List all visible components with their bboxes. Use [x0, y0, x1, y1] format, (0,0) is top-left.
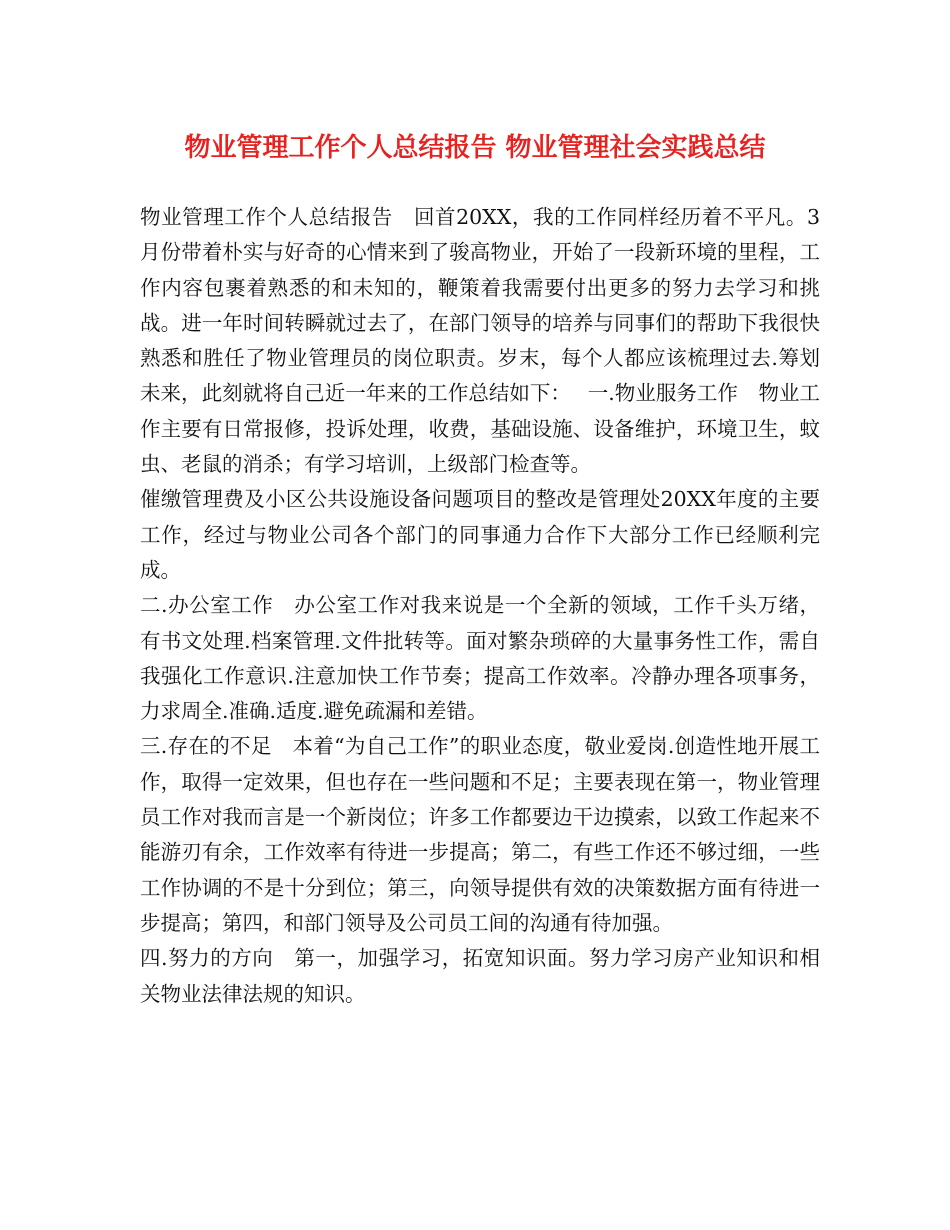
paragraph-direction: 四.努力的方向 第一，加强学习，拓宽知识面。努力学习房产业知识和相关物业法律法规的知识。 — [140, 946, 820, 1006]
document-body — [140, 200, 820, 1012]
document-title: 物业管理工作个人总结报告 物业管理社会实践总结 — [184, 133, 766, 163]
paragraph-shortcomings: 三.存在的不足 本着“为自己工作”的职业态度，敬业爱岗.创造性地开展工作，取得一定效果，但也存在一些问题和不足；主要表现在第一，物业管理员工作对我而言是一个新岗位；许多工作都要边干边摸索，以致工作起来不能游刃有余，工作效率有待进一步提高；第二，有些工作还不够过细，一些工作协调的不是十分到位；第三，向领导提供有效的决策数据方面有待进一步提高；第四，和部门领导及公司员工间的沟通有待加强。 — [140, 734, 820, 935]
paragraph-fee-collection: 催缴管理费及小区公共设施设备问题项目的整改是管理处20XX年度的主要工作，经过与物业公司各个部门的同事通力合作下大部分工作已经顺利完成。 — [140, 487, 820, 582]
paragraph-intro: 物业管理工作个人总结报告 回首20XX，我的工作同样经历着不平凡。3月份带着朴实与好奇的心情来到了骏高物业，开始了一段新环境的里程，工作内容包裹着熟悉的和未知的，鞭策着我需要付出更多的努力去学习和挑战。进一年时间转瞬就过去了，在部门领导的培养与同事们的帮助下我很快熟悉和胜任了物业管理员的岗位职责。岁末，每个人都应该梳理过去.筹划未来，此刻就将自己近一年来的工作总结如下： 一.物业服务工作 物业工作主要有日常报修，投诉处理，收费，基础设施、设备维护，环境卫生，蚊虫、老鼠的消杀；有学习培训，上级部门检查等。 — [140, 205, 820, 477]
paragraph-office-work: 二.办公室工作 办公室工作对我来说是一个全新的领域，工作千头万绪，有书文处理.档案管理.文件批转等。面对繁杂琐碎的大量事务性工作，需自我强化工作意识.注意加快工作节奏；提高工作效率。冷静办理各项事务，力求周全.准确.适度.避免疏漏和差错。 — [140, 593, 820, 724]
